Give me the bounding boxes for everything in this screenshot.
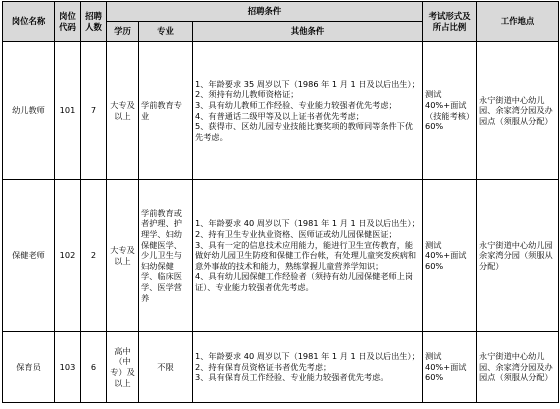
header-exam: 考试形式及所占比例 [423,2,477,42]
condition-line: 1、年龄要求 35 周岁以下（1986 年 1 月 1 日及以后出生）； [195,78,420,89]
cell-location: 永宁街道中心幼儿园余家湾分园（须服从分配） [477,180,559,332]
cell-headcount: 6 [81,332,107,403]
header-major: 专业 [139,22,193,42]
header-post-name: 岗位名称 [3,2,55,42]
header-other: 其他条件 [193,22,423,42]
cell-education: 高中（中专）及以上 [107,332,139,403]
table-row [3,332,559,403]
cell-post-code: 101 [55,42,81,180]
cell-major: 不限 [139,332,193,403]
condition-line: 3、具有幼儿教师工作经验、专业能力较强者优先考虑； [195,99,397,110]
condition-line: 2、须持有幼儿教师资格证； [195,89,299,100]
condition-line: 1、年龄要求 40 周岁以下（1981 年 1 月 1 日及以后出生）； [195,218,420,229]
cell-location: 永宁街道中心幼儿园、余家湾分园及办园点（须服从分配） [477,332,559,403]
cell-major: 学前教育或者护理、护理学、妇幼保健医学、少儿卫生与妇幼保健学、临床医学、医学营养 [139,180,193,332]
cell-headcount: 7 [81,42,107,180]
cell-other [193,42,423,180]
header-headcount: 招聘人数 [81,2,107,42]
condition-line: 4、有普通话二级甲等及以上证书者优先考虑； [195,110,364,121]
condition-line: 5、获得市、区幼儿园专业技能比赛奖项的教师同等条件下优先考虑。 [195,121,414,142]
cell-exam: 测试 40%+面试（技能考核）60% [423,42,477,180]
header-conditions: 招聘条件 [107,2,423,22]
condition-line: 2、持有保育员资格证书者优先考虑； [195,361,332,372]
cell-education: 大专及以上 [107,42,139,180]
condition-line: 3、具有保育员工作经验、专业能力较强者优先考虑。 [195,372,389,383]
cell-headcount: 2 [81,180,107,332]
recruitment-table [2,1,559,403]
header-post-code: 岗位代码 [55,2,81,42]
condition-line: 1、年龄要求 40 周岁以下（1981 年 1 月 1 日及以后出生）； [195,351,420,362]
condition-line: 3、具有一定的信息技术应用能力，能进行卫生宣传教育，能做好幼儿园卫生防疫和保健工作台帐，有处理儿童突发疾病和意外事故的技术和能力，熟练掌握儿童营养学知识； [195,239,417,271]
cell-location: 永宁街道中心幼儿园、余家湾分园及办园点（须服从分配） [477,42,559,180]
cell-exam: 测试 40%+面试 60% [423,332,477,403]
cell-post-name: 保育员 [3,332,55,403]
cell-education: 大专及以上 [107,180,139,332]
condition-line: 2、持有卫生专业执业资格、医师证或幼儿园保健医证； [195,228,397,239]
condition-line: 4、具有幼儿园保健工作经验者（须持有幼儿园保健老师上岗证）、专业能力较强者优先考虑。 [195,271,414,293]
cell-post-code: 102 [55,180,81,332]
cell-other [193,332,423,403]
header-location: 工作地点 [477,2,559,42]
cell-exam: 测试 40%+面试 60% [423,180,477,332]
cell-post-name: 保健老师 [3,180,55,332]
table-row [3,42,559,180]
table-row [3,180,559,332]
header-education: 学历 [107,22,139,42]
cell-other [193,180,423,332]
cell-post-code: 103 [55,332,81,403]
cell-post-name: 幼儿教师 [3,42,55,180]
cell-major: 学前教育专业 [139,42,193,180]
